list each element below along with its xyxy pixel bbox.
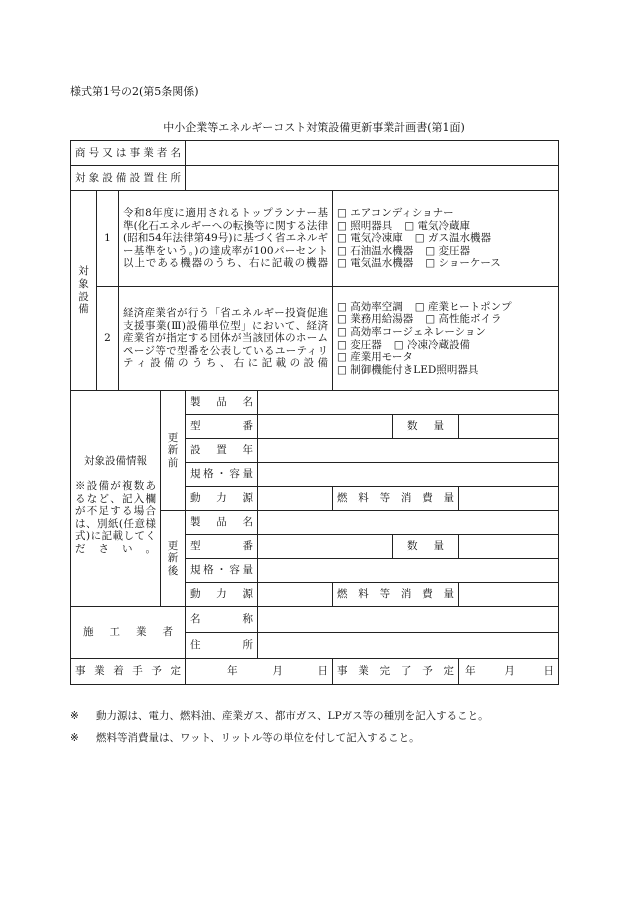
start-year-unit: 年 [227,665,238,678]
category-2-row [337,364,554,377]
category-2-checkbox-item[interactable]: □ 産業用モータ [337,351,413,364]
category-1-checkbox-item[interactable]: □ 電気温水機器 [337,257,414,270]
before-install-year-label: 設置年 [186,439,258,463]
contractor-name-label: 名称 [186,607,258,633]
footnote-1-text: 動力源は、電力、燃料油、産業ガス、都市ガス、LPガス等の種別を記入すること。 [96,710,489,722]
form-number: 様式第1号の2(第5条関係) [70,85,199,98]
footnote-2-text: 燃料等消費量は、ワット、リットル等の単位を付して記入すること。 [96,732,420,744]
end-day-unit: 日 [543,665,555,678]
equipment-info-cell [71,391,161,607]
after-power-source-label: 動力源 [186,583,258,607]
category-2-checkbox-item[interactable]: □ 高性能ボイラ [425,313,502,326]
target-equipment-text: 対 象 設 備 [78,265,89,316]
category-2-checkbox-item[interactable]: □ 高効率空調 [337,300,403,313]
end-schedule-label: 事業完了予定 [333,659,459,685]
category-2-row [337,313,554,326]
category-1-checkbox-item[interactable]: □ 石油温水機器 [337,244,414,257]
category-2-checkbox-item[interactable]: □ 冷凍冷蔵設備 [393,338,471,351]
after-update-label [161,511,186,607]
category-1-number: 1 [97,191,119,287]
before-quantity-label: 数量 [393,415,459,439]
after-spec-capacity-field[interactable] [258,559,559,583]
plan-form-table [70,140,559,685]
install-address-label: 対象設備設置住所 [71,166,186,191]
category-1-checkbox-item[interactable]: □ 電気冷蔵庫 [404,219,471,232]
before-update-text: 更 新 前 [167,431,179,469]
end-date-field[interactable] [459,659,559,685]
category-2-description: 経済産業省が行う「省エネルギー投資促進支援事業(Ⅲ)設備単位型」において、経済産業省が指定する団体が当該団体のホームページ等で型番を公表しているユーティリティ設備のうち、右に記載の設備 [119,287,333,391]
business-name-field[interactable] [186,141,559,166]
after-power-source-field[interactable] [258,583,333,607]
before-quantity-field[interactable] [459,415,559,439]
before-model-number-field[interactable] [258,415,393,439]
equipment-info-label: 対象設備情報 [84,455,147,468]
category-1-row [337,257,554,270]
category-1-row [337,245,554,258]
start-schedule-label: 事業着手予定 [71,659,186,685]
category-2-number: 2 [97,287,119,391]
category-1-checkbox-item[interactable]: □ 照明器具 [337,219,393,232]
category-1-row [337,207,554,220]
footnote-1-mark: ※ [70,710,79,722]
after-update-text: 更 新 後 [167,539,179,577]
after-spec-capacity-label: 規格・容量 [186,559,258,583]
after-model-number-field[interactable] [258,535,393,559]
start-month-unit: 月 [272,665,283,678]
before-spec-capacity-label: 規格・容量 [186,463,258,487]
footnote-2-mark: ※ [70,732,79,744]
before-install-year-field[interactable] [258,439,559,463]
contractor-name-field[interactable] [258,607,559,633]
contractor-label: 施工業者 [71,607,186,659]
category-1-checkbox-item[interactable]: □ 変圧器 [425,244,471,257]
before-product-name-label: 製品名 [186,391,258,415]
after-model-number-label: 型番 [186,535,258,559]
install-address-field[interactable] [186,166,559,191]
category-2-row [337,326,554,339]
before-power-source-field[interactable] [258,487,333,511]
category-2-checkbox-item[interactable]: □ 高効率コージェネレーション [337,325,486,338]
category-1-checkbox-item[interactable]: □ 電気冷凍庫 [337,232,403,245]
category-2-row [337,351,554,364]
category-1-checkbox-item[interactable]: □ エアコンディショナー [337,207,454,220]
after-fuel-consumption-field[interactable] [459,583,559,607]
page-title: 中小企業等エネルギーコスト対策設備更新事業計画書(第1面) [163,121,465,134]
category-2-checkbox-item[interactable]: □ 産業ヒートポンプ [414,300,512,313]
after-product-name-field[interactable] [258,511,559,535]
category-1-checkbox-item[interactable]: □ ショーケース [425,257,501,270]
after-quantity-field[interactable] [459,535,559,559]
before-model-number-label: 型番 [186,415,258,439]
after-product-name-label: 製品名 [186,511,258,535]
before-product-name-field[interactable] [258,391,559,415]
category-1-checkbox-item[interactable]: □ ガス温水機器 [414,232,492,245]
start-day-unit: 日 [317,665,328,678]
footnote-1 [70,708,489,723]
category-2-checkbox-item[interactable]: □ 制御機能付きLED照明器具 [337,363,479,376]
after-quantity-label: 数量 [393,535,459,559]
footnote-2 [70,730,420,745]
before-update-label [161,391,186,511]
before-fuel-consumption-field[interactable] [459,487,559,511]
category-2-row [337,301,554,314]
category-1-row [337,232,554,245]
contractor-address-field[interactable] [258,633,559,659]
category-2-checkbox-item[interactable]: □ 業務用給湯器 [337,313,414,326]
equipment-info-note: ※設備が複数あるなど、記入欄が不足する場合は、別紙(任意様式)に記載してください。 [75,480,156,555]
category-2-row [337,339,554,352]
category-1-description: 令和8年度に適用されるトップランナー基準(化石エネルギーへの転換等に関する法律(昭和54年法律第49号)に基づく省エネルギー基準をいう。)の達成率が100パーセント以上である機器のうち、右に記載の機器 [119,191,333,287]
category-2-equipment-list [333,287,559,391]
target-equipment-label [71,191,97,391]
start-date-field[interactable] [186,659,333,685]
category-1-row [337,220,554,233]
after-fuel-consumption-label: 燃料等消費量 [333,583,459,607]
end-month-unit: 月 [504,665,515,678]
end-year-unit: 年 [465,665,476,678]
category-1-equipment-list [333,191,559,287]
before-fuel-consumption-label: 燃料等消費量 [333,487,459,511]
contractor-address-label: 住所 [186,633,258,659]
business-name-label: 商号又は事業者名 [71,141,186,166]
category-2-checkbox-item[interactable]: □ 変圧器 [337,338,382,351]
before-power-source-label: 動力源 [186,487,258,511]
before-spec-capacity-field[interactable] [258,463,559,487]
